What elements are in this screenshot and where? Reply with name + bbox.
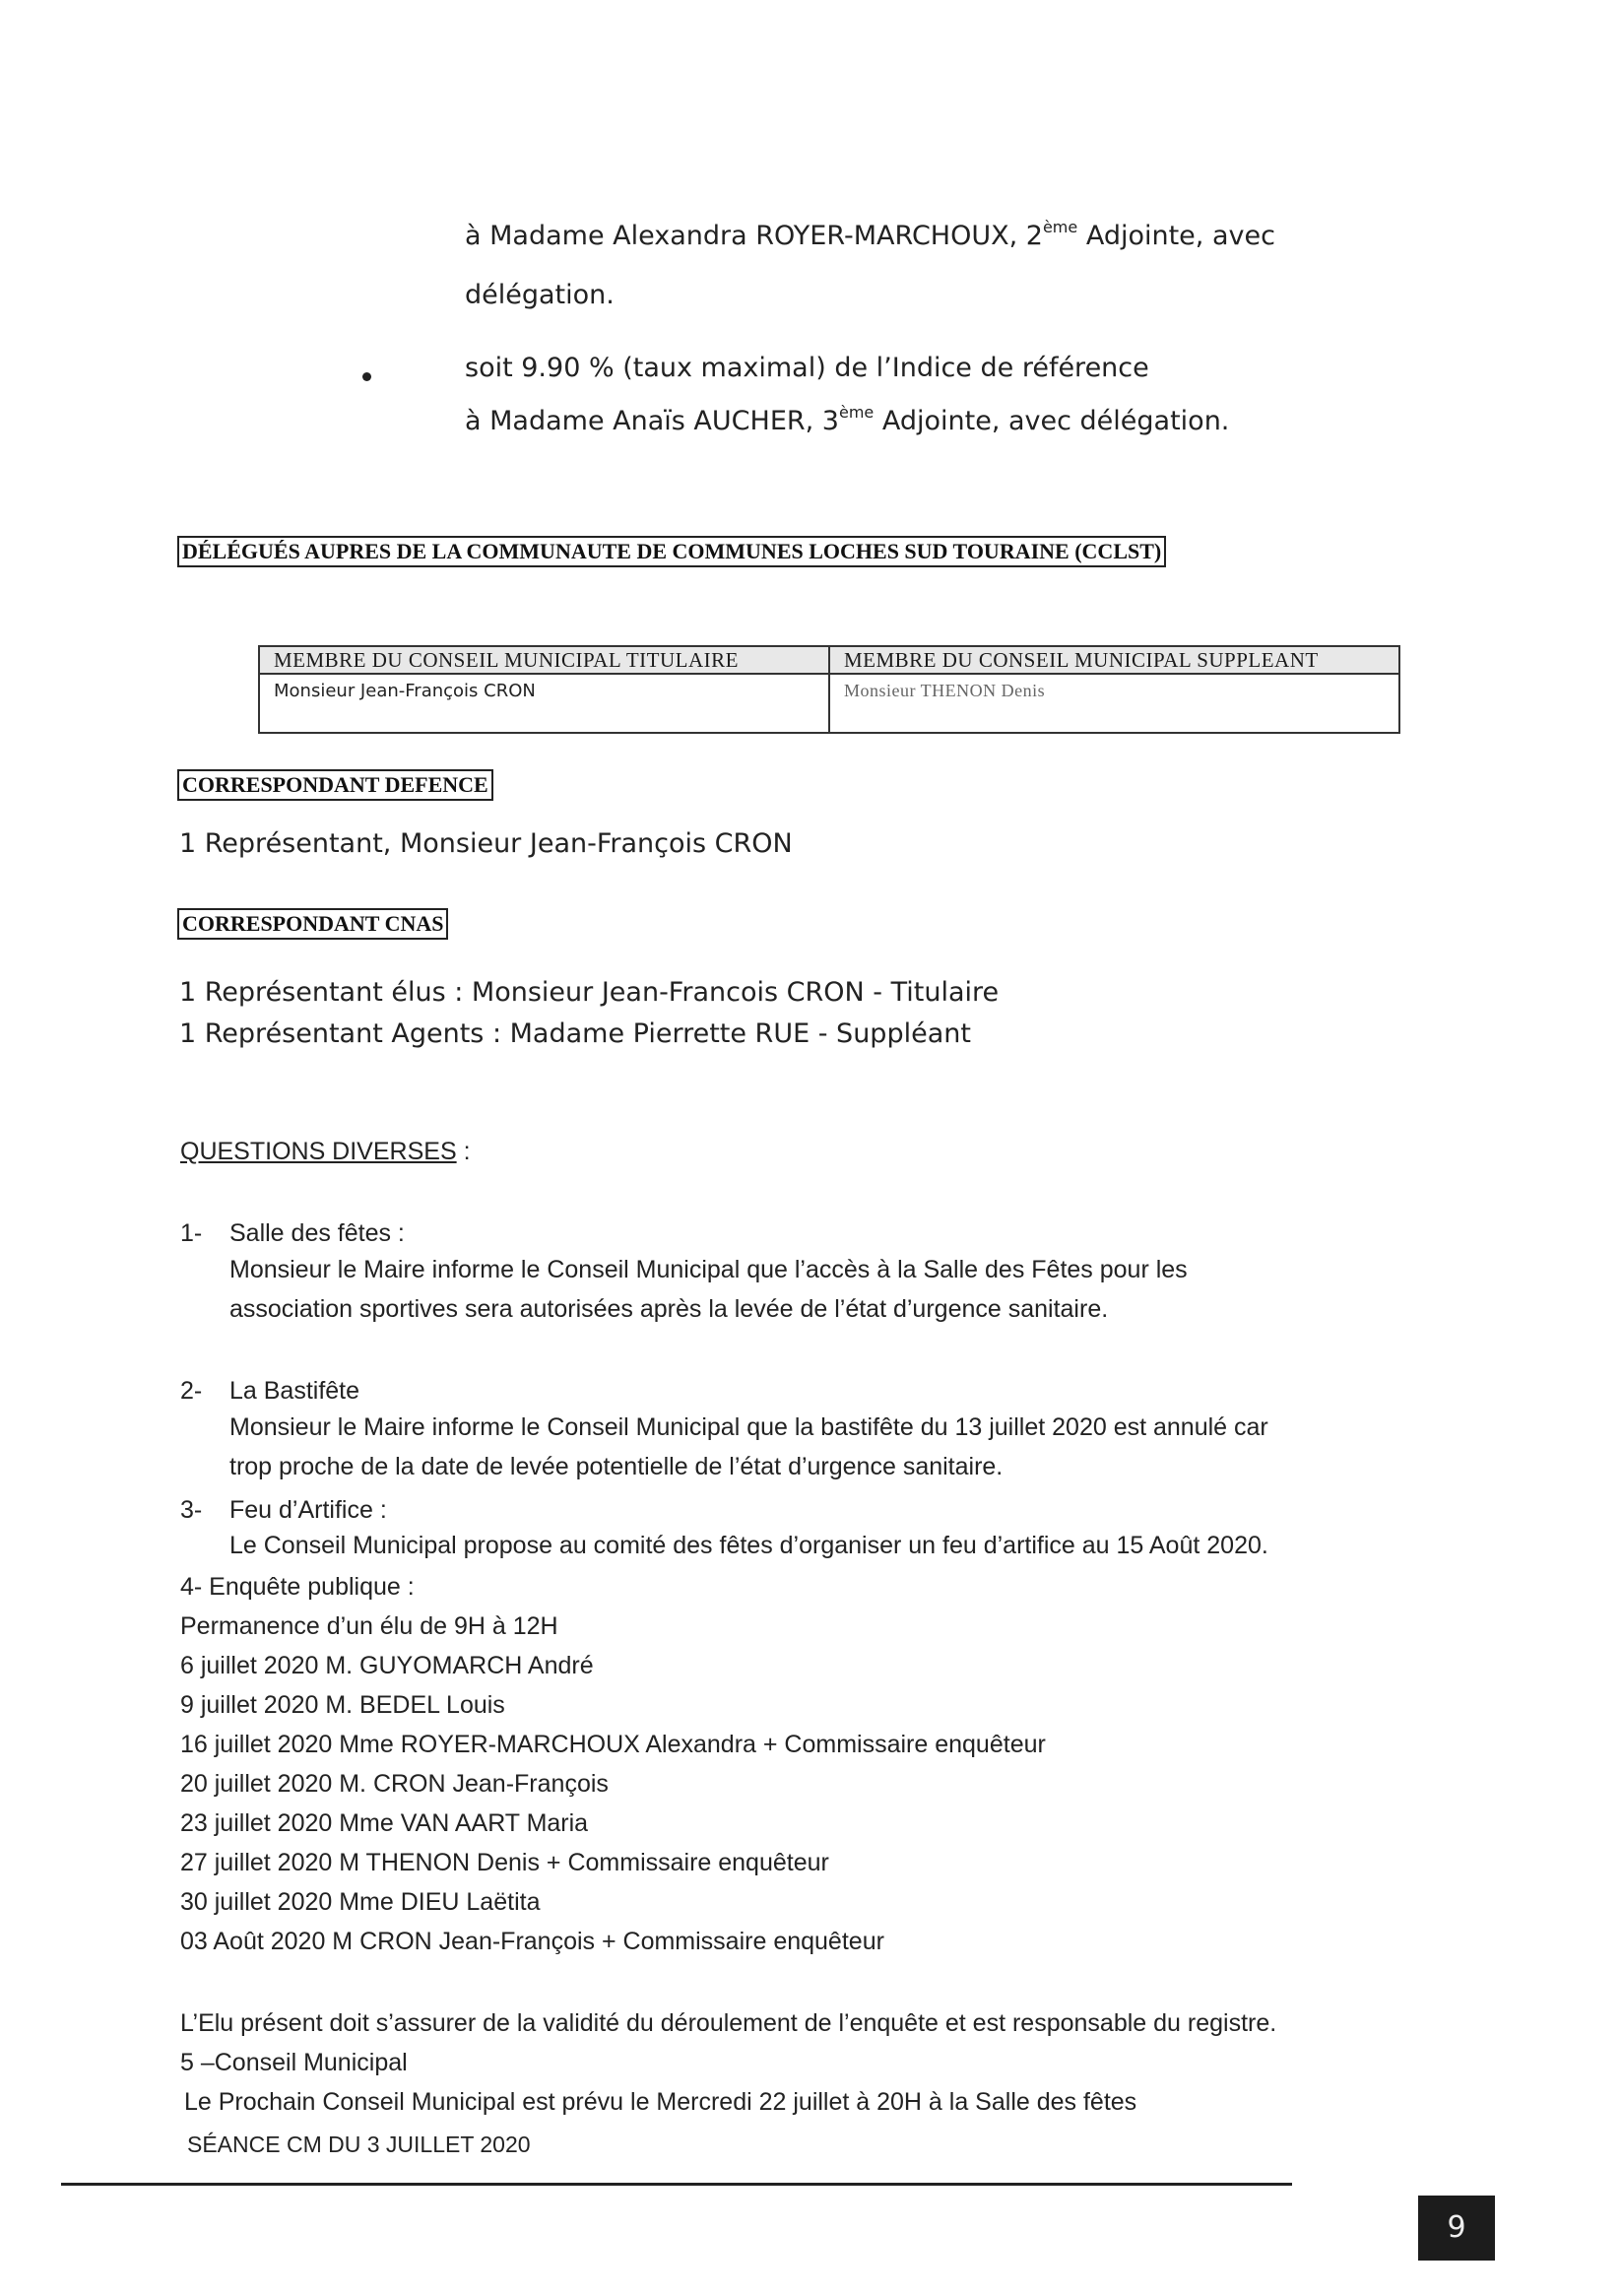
item-3-number: 3- [180, 1496, 203, 1524]
delegates-table [258, 645, 1400, 734]
elu-note: L’Elu présent doit s’assurer de la validité du déroulement de l’enquête et est responsable du registre. [180, 2009, 1277, 2037]
item-1-line-2: association sportives sera autorisées après la levée de l’état d’urgence sanitaire. [229, 1295, 1109, 1323]
defence-text: 1 Représentant, Monsieur Jean-François CRON [179, 828, 793, 859]
enquete-line: 6 juillet 2020 M. GUYOMARCH André [180, 1652, 594, 1679]
item-3-title: Feu d’Artifice : [229, 1496, 387, 1524]
enquete-line: 23 juillet 2020 Mme VAN AART Maria [180, 1809, 589, 1837]
delegates-heading: DÉLÉGUÉS AUPRES DE LA COMMUNAUTE DE COMMUNES LOCHES SUD TOURAINE (CCLST) [177, 536, 1166, 567]
item-2-line-1: Monsieur le Maire informe le Conseil Municipal que la bastifête du 13 juillet 2020 est annulé car [229, 1413, 1268, 1441]
cnas-line-2: 1 Représentant Agents : Madame Pierrette RUE - Suppléant [179, 1018, 971, 1049]
enquete-line: 27 juillet 2020 M THENON Denis + Commissaire enquêteur [180, 1849, 829, 1876]
page-number: 9 [1418, 2196, 1495, 2261]
table-row [259, 674, 1399, 733]
item-1-line-1: Monsieur le Maire informe le Conseil Municipal que l’accès à la Salle des Fêtes pour les [229, 1256, 1188, 1283]
cnas-line-1: 1 Représentant élus : Monsieur Jean-Francois CRON - Titulaire [179, 977, 1000, 1008]
item-1-title: Salle des fêtes : [229, 1219, 405, 1247]
enquete-line: 03 Août 2020 M CRON Jean-François + Commissaire enquêteur [180, 1928, 884, 1955]
item-2-title: La Bastifête [229, 1377, 360, 1405]
suppleant-value: Monsieur THENON Denis [829, 674, 1399, 733]
defence-heading: CORRESPONDANT DEFENCE [177, 769, 493, 801]
top-line-delegation: délégation. [465, 280, 615, 310]
conseil-text: Le Prochain Conseil Municipal est prévu le Mercredi 22 juillet à 20H à la Salle des fêtes [184, 2088, 1137, 2116]
enquete-line: 9 juillet 2020 M. BEDEL Louis [180, 1691, 505, 1719]
table-header-row [259, 646, 1399, 674]
seance-footer: SÉANCE CM DU 3 JUILLET 2020 [187, 2132, 531, 2157]
bullet-icon [362, 372, 371, 381]
enquete-line: 30 juillet 2020 Mme DIEU Laëtita [180, 1888, 541, 1916]
col-titulaire-header: MEMBRE DU CONSEIL MUNICIPAL TITULAIRE [259, 646, 829, 674]
top-line-royer: à Madame Alexandra ROYER-MARCHOUX, 2ème Adjointe, avec [465, 218, 1275, 251]
item-3-line-1: Le Conseil Municipal propose au comité des fêtes d’organiser un feu d’artifice au 15 Août 2020. [229, 1532, 1268, 1559]
col-suppleant-header: MEMBRE DU CONSEIL MUNICIPAL SUPPLEANT [829, 646, 1399, 674]
item-1-number: 1- [180, 1219, 203, 1247]
enquete-line: 20 juillet 2020 M. CRON Jean-François [180, 1770, 609, 1798]
titulaire-value: Monsieur Jean-François CRON [259, 674, 829, 733]
questions-heading: QUESTIONS DIVERSES : [180, 1138, 471, 1165]
conseil-title: 5 –Conseil Municipal [180, 2049, 408, 2076]
enquete-line: Permanence d’un élu de 9H à 12H [180, 1612, 558, 1640]
enquete-line: 16 juillet 2020 Mme ROYER-MARCHOUX Alexandra + Commissaire enquêteur [180, 1731, 1046, 1758]
cnas-heading: CORRESPONDANT CNAS [177, 908, 448, 940]
enquete-title: 4- Enquête publique : [180, 1573, 415, 1601]
top-line-aucher: à Madame Anaïs AUCHER, 3ème Adjointe, avec délégation. [465, 403, 1230, 436]
footer-divider [61, 2183, 1292, 2186]
top-line-taux: soit 9.90 % (taux maximal) de l’Indice de référence [465, 353, 1149, 383]
item-2-line-2: trop proche de la date de levée potentielle de l’état d’urgence sanitaire. [229, 1453, 1004, 1480]
item-2-number: 2- [180, 1377, 203, 1405]
